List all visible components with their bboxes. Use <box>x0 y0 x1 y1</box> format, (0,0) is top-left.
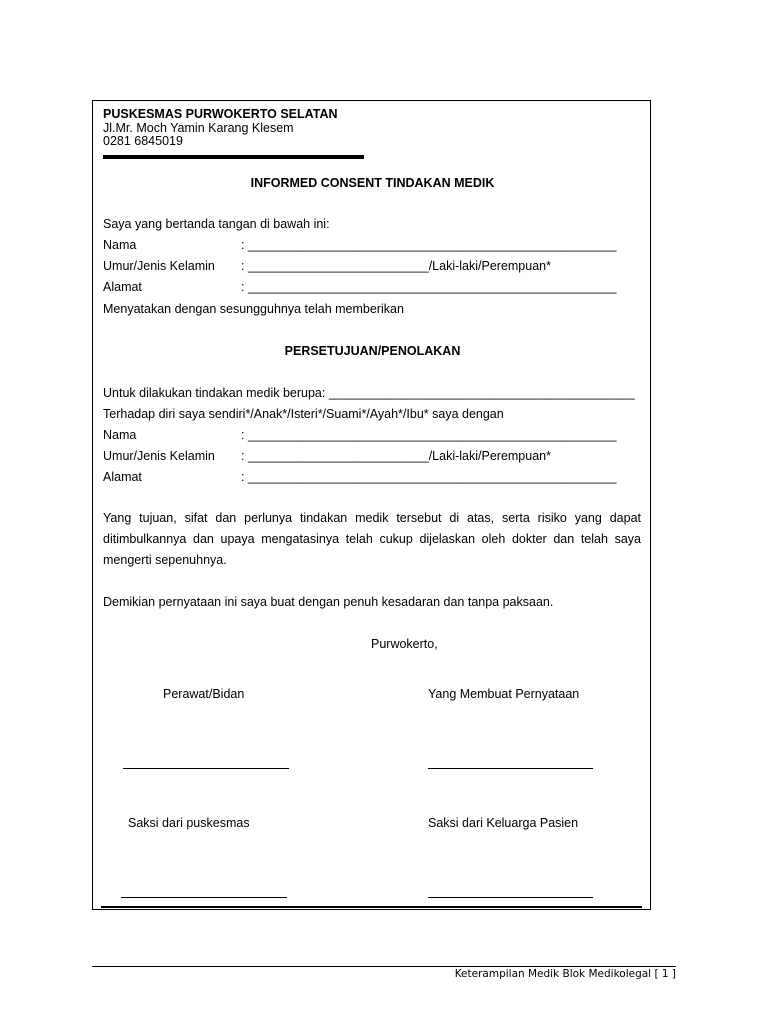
nama-field-2[interactable]: : _____________________________________________________ <box>241 428 617 442</box>
intro-text: Saya yang bertanda tangan di bawah ini: <box>103 217 330 231</box>
footer-divider <box>92 966 676 967</box>
signature-saksi-puskesmas-label: Saksi dari puskesmas <box>128 816 250 830</box>
signature-saksi-keluarga-label: Saksi dari Keluarga Pasien <box>428 816 579 830</box>
nama-field[interactable]: : _____________________________________________________ <box>241 238 617 252</box>
form-bottom-rule <box>101 906 642 908</box>
alamat-label: Alamat <box>103 280 142 294</box>
header-divider <box>103 155 364 159</box>
signature-perawat-label: Perawat/Bidan <box>163 687 245 701</box>
declare-text: Menyatakan dengan sesungguhnya telah memberikan <box>103 302 404 316</box>
umur-label: Umur/Jenis Kelamin <box>103 259 215 273</box>
tindakan-field[interactable]: Untuk dilakukan tindakan medik berupa: ____________________________________________ <box>103 386 635 400</box>
alamat-field[interactable]: : _____________________________________________________ <box>241 280 617 294</box>
umur-field[interactable]: : __________________________/Laki-laki/Perempuan* <box>241 259 551 273</box>
signature-line-saksi-puskesmas <box>121 897 287 898</box>
explanation-paragraph: Yang tujuan, sifat dan perlunya tindakan medik tersebut di atas, serta risiko yang dapat ditimbulkannya dan upaya mengatasinya telah cukup dijelaskan oleh dokter dan telah saya mengerti sepenuhnya. <box>103 511 641 567</box>
statement-paragraph: Demikian pernyataan ini saya buat dengan penuh kesadaran dan tanpa paksaan. <box>103 595 554 609</box>
form-subtitle: PERSETUJUAN/PENOLAKAN <box>284 344 461 358</box>
terhadap-text: Terhadap diri saya sendiri*/Anak*/Isteri*/Suami*/Ayah*/Ibu* saya dengan <box>103 407 504 421</box>
nama-label: Nama <box>103 238 137 252</box>
signature-line-pembuat <box>428 768 593 769</box>
institution-address: Jl.Mr. Moch Yamin Karang Klesem <box>103 121 294 135</box>
umur-label-2: Umur/Jenis Kelamin <box>103 449 215 463</box>
institution-name: PUSKESMAS PURWOKERTO SELATAN <box>103 107 338 121</box>
alamat-label-2: Alamat <box>103 470 142 484</box>
signature-pembuat-label: Yang Membuat Pernyataan <box>428 687 580 701</box>
form-title: INFORMED CONSENT TINDAKAN MEDIK <box>250 176 495 190</box>
institution-phone: 0281 6845019 <box>103 134 183 148</box>
place-date: Purwokerto, <box>371 637 438 651</box>
page-footer: Keterampilan Medik Blok Medikolegal [ 1 ] <box>454 968 676 980</box>
umur-field-2[interactable]: : __________________________/Laki-laki/Perempuan* <box>241 449 551 463</box>
signature-line-perawat <box>123 768 289 769</box>
signature-line-saksi-keluarga <box>428 897 593 898</box>
alamat-field-2[interactable]: : _____________________________________________________ <box>241 470 617 484</box>
nama-label-2: Nama <box>103 428 137 442</box>
consent-form <box>92 100 651 910</box>
